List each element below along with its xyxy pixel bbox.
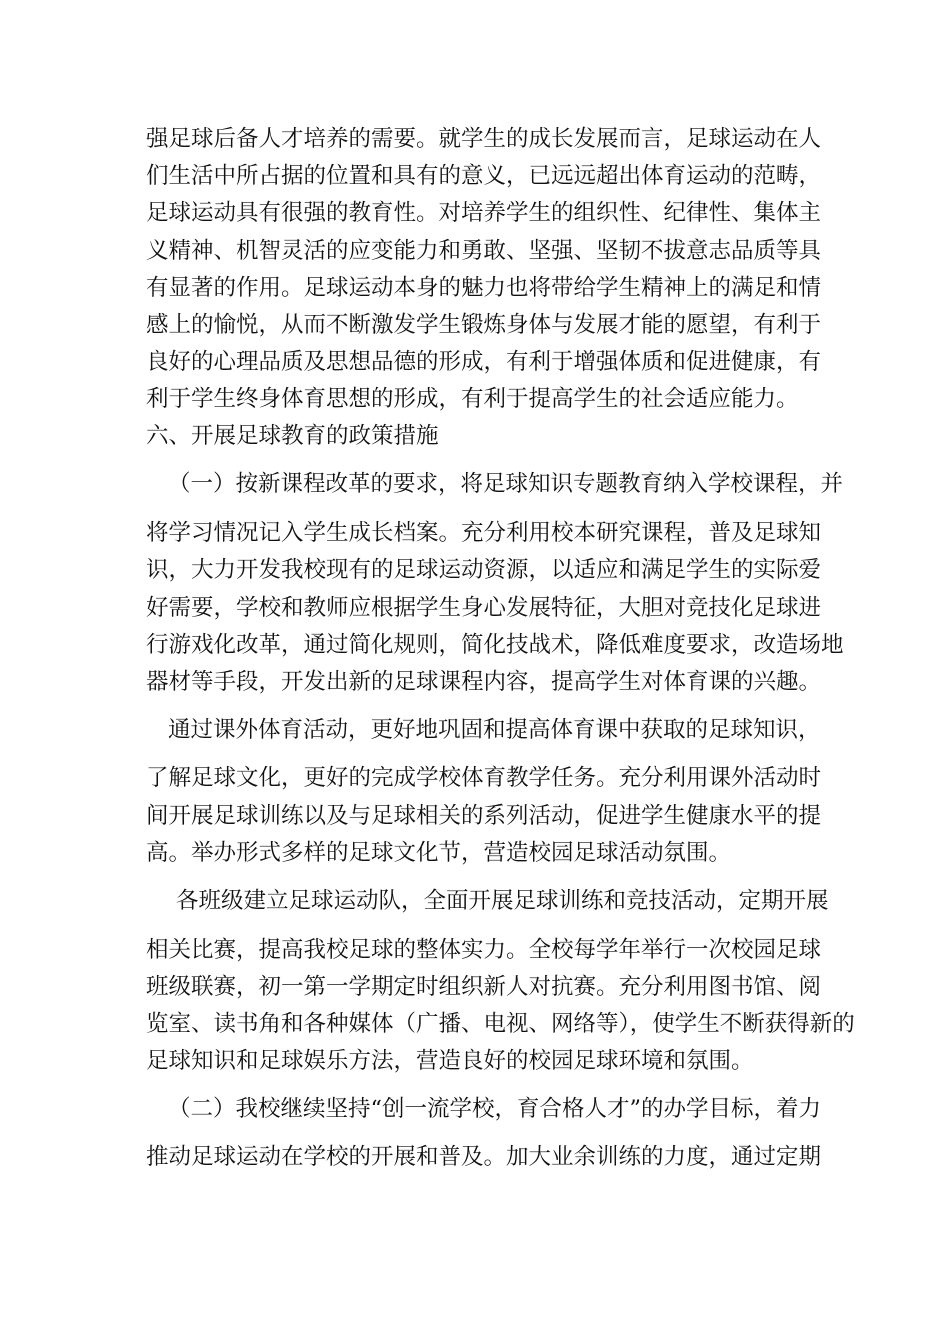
paragraph-2-line-1: 通过课外体育活动，更好地巩固和提高体育课中获取的足球知识， <box>168 717 821 743</box>
text-line-8: 利于学生终身体育思想的形成，有利于提高学生的社会适应能力。 <box>146 386 799 412</box>
text-line-1: 强足球后备人才培养的需要。就学生的成长发展而言，足球运动在人 <box>146 126 822 152</box>
text-line-2: 们生活中所占据的位置和具有的意义，已远远超出体育运动的范畴， <box>146 163 822 189</box>
paragraph-1-line-2: 将学习情况记入学生成长档案。充分利用校本研究课程，普及足球知 <box>146 520 822 546</box>
paragraph-1-line-6: 器材等手段，开发出新的足球课程内容，提高学生对体育课的兴趣。 <box>146 669 822 695</box>
paragraph-2-line-3: 间开展足球训练以及与足球相关的系列活动，促进学生健康水平的提 <box>146 803 822 829</box>
section-heading: 六、开展足球教育的政策措施 <box>146 423 439 449</box>
text-line-6: 感上的愉悦，从而不断激发学生锻炼身体与发展才能的愿望，有利于 <box>146 312 822 338</box>
paragraph-1-line-4: 好需要，学校和教师应根据学生身心发展特征，大胆对竞技化足球进 <box>146 595 822 621</box>
paragraph-1-line-1: （一）按新课程改革的要求，将足球知识专题教育纳入学校课程，并 <box>168 471 844 497</box>
text-line-7: 良好的心理品质及思想品德的形成，有利于增强体质和促进健康，有 <box>146 349 822 375</box>
paragraph-2-line-4: 高。举办形式多样的足球文化节，营造校园足球活动氛围。 <box>146 840 732 866</box>
paragraph-1-line-5: 行游戏化改革，通过简化规则，简化技战术，降低难度要求，改造场地 <box>146 632 844 658</box>
text-line-3: 足球运动具有很强的教育性。对培养学生的组织性、纪律性、集体主 <box>146 200 822 226</box>
paragraph-3-line-3: 班级联赛，初一第一学期定时组织新人对抗赛。充分利用图书馆、阅 <box>146 974 822 1000</box>
paragraph-3-line-2: 相关比赛，提高我校足球的整体实力。全校每学年举行一次校园足球 <box>146 937 822 963</box>
paragraph-3-line-1: 各班级建立足球运动队，全面开展足球训练和竞技活动，定期开展 <box>176 888 829 914</box>
paragraph-3-line-4: 览室、读书角和各种媒体（广播、电视、网络等），使学生不断获得新的 <box>146 1011 855 1037</box>
paragraph-2-line-2: 了解足球文化，更好的完成学校体育教学任务。充分利用课外活动时 <box>146 765 822 791</box>
text-line-4: 义精神、机智灵活的应变能力和勇敢、坚强、坚韧不拔意志品质等具 <box>146 238 822 264</box>
text-line-5: 有显著的作用。足球运动本身的魅力也将带给学生精神上的满足和情 <box>146 275 822 301</box>
paragraph-3-line-5: 足球知识和足球娱乐方法，营造良好的校园足球环境和氛围。 <box>146 1048 754 1074</box>
paragraph-4-line-2: 推动足球运动在学校的开展和普及。加大业余训练的力度，通过定期 <box>146 1144 822 1170</box>
paragraph-1-line-3: 识，大力开发我校现有的足球运动资源，以适应和满足学生的实际爱 <box>146 557 822 583</box>
paragraph-4-line-1: （二）我校继续坚持“创一流学校，育合格人才”的办学目标，着力 <box>168 1096 822 1122</box>
